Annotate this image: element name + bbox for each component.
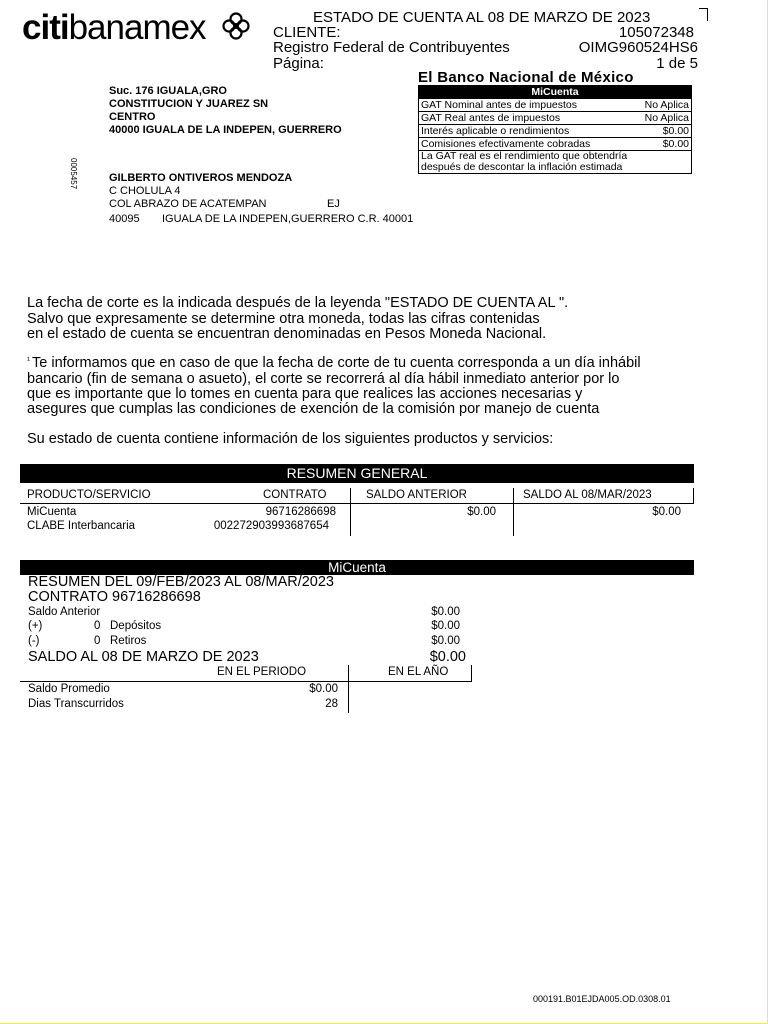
saldo-final-label: SALDO AL 08 DE MARZO DE 2023 — [28, 649, 259, 665]
cliente-value: 105072348 — [618, 24, 694, 41]
gat-product: MiCuenta — [419, 86, 691, 98]
intro-line-8: Su estado de cuenta contiene información de los siguientes productos y servicios: — [27, 431, 554, 447]
pagina-value: 1 de 5 — [656, 55, 698, 72]
retiros-sign: (-) — [28, 635, 40, 647]
depositos-sign: (+) — [28, 620, 43, 632]
depositos-label: Depósitos — [110, 620, 162, 632]
intro-line-1: La fecha de corte es la indicada después de la leyenda "ESTADO DE CUENTA AL ". — [27, 295, 569, 311]
retiros-label: Retiros — [110, 635, 147, 647]
branch-line-1: Suc. 176 IGUALA,GRO — [109, 85, 227, 97]
clabe-label: CLABE Interbancaria — [27, 520, 136, 532]
col-en-el-periodo: EN EL PERIODO — [217, 666, 307, 678]
saldo-promedio-value: $0.00 — [309, 683, 338, 695]
gat-value: No Aplica — [644, 99, 689, 111]
gat-value: $0.00 — [662, 138, 689, 150]
intro-line-6: que es importante que lo tomes en cuenta para que realices las acciones necesarias y — [27, 386, 583, 402]
citibanamex-logo — [22, 8, 206, 48]
gat-value: No Aplica — [644, 112, 689, 124]
statement-title: ESTADO DE CUENTA AL 08 DE MARZO DE 2023 — [313, 9, 651, 26]
depositos-value: $0.00 — [431, 620, 460, 632]
saldo-anterior-label: Saldo Anterior — [28, 606, 101, 618]
side-code: 0005457 — [69, 158, 78, 190]
pagina-label: Página: — [273, 55, 324, 72]
customer-city: IGUALA DE LA INDEPEN,GUERRERO C.R. 40001 — [162, 213, 414, 225]
customer-ej: EJ — [327, 198, 340, 210]
micuenta-title: MiCuenta — [20, 560, 694, 575]
col-saldo-actual: SALDO AL 08/MAR/2023 — [523, 489, 652, 501]
clabe-value: 002272903993687654 — [213, 520, 329, 532]
gat-row — [419, 111, 691, 124]
intro-line-2: Salvo que expresamente se determine otra moneda, todas las cifras contenidas — [27, 311, 540, 327]
dias-label: Dias Transcurridos — [28, 698, 124, 710]
saldo-anterior-value: $0.00 — [431, 606, 460, 618]
dias-value: 28 — [325, 698, 338, 710]
corner-mark — [699, 8, 708, 21]
customer-name: GILBERTO ONTIVEROS MENDOZA — [109, 172, 293, 184]
customer-zip: 40095 — [109, 213, 140, 225]
row-saldo-actual: $0.00 — [652, 506, 681, 518]
table-divider — [513, 488, 514, 536]
col-en-el-anio: EN EL AÑO — [388, 666, 449, 678]
intro-line-3: en el estado de cuenta se encuentran denominadas en Pesos Moneda Nacional. — [27, 326, 547, 342]
footer-code: 000191.B01EJDA005.OD.0308.01 — [533, 994, 671, 1004]
footnote-marker: ¹ — [27, 355, 30, 365]
intro-line-4: Te informamos que en caso de que la fecha de corte de tu cuenta corresponda a un día inhábil — [32, 355, 641, 371]
gat-box — [418, 85, 692, 174]
branch-line-2: CONSTITUCION Y JUAREZ SN — [109, 98, 269, 110]
contrato-line: CONTRATO 96716286698 — [28, 589, 201, 605]
gat-label: Interés aplicable o rendimientos — [421, 125, 570, 137]
branch-line-3: CENTRO — [109, 111, 156, 123]
gat-row — [419, 137, 691, 150]
cliente-label: CLIENTE: — [273, 24, 341, 41]
col-producto: PRODUCTO/SERVICIO — [27, 489, 151, 501]
resumen-general-title: RESUMEN GENERAL — [20, 464, 694, 483]
gat-label: GAT Nominal antes de impuestos — [421, 99, 578, 111]
logo-banamex: banamex — [68, 8, 206, 47]
detail-divider — [471, 665, 472, 682]
row-producto: MiCuenta — [27, 506, 77, 518]
gat-note — [419, 150, 691, 173]
retiros-value: $0.00 — [431, 635, 460, 647]
retiros-count: 0 — [94, 635, 101, 647]
rfc-label: Registro Federal de Contribuyentes — [273, 39, 510, 56]
saldo-promedio-label: Saldo Promedio — [28, 683, 110, 695]
table-divider — [350, 488, 351, 536]
banamex-emblem-icon — [220, 10, 252, 42]
detail-divider — [348, 665, 349, 713]
intro-line-7: asegures que cumplas las condiciones de exención de la comisión por manejo de cuenta — [27, 401, 600, 417]
rfc-value: OIMG960524HS6 — [578, 39, 698, 56]
gat-row — [419, 98, 691, 111]
detail-rule — [20, 681, 471, 682]
table-rule — [20, 503, 694, 504]
customer-colonia: COL ABRAZO DE ACATEMPAN — [109, 198, 267, 210]
gat-label: GAT Real antes de impuestos — [421, 112, 561, 124]
row-saldo-anterior: $0.00 — [467, 506, 496, 518]
gat-note-line-1: La GAT real es el rendimiento que obtendría — [421, 150, 628, 162]
col-saldo-anterior: SALDO ANTERIOR — [366, 489, 467, 501]
intro-line-5: bancario (fin de semana o asueto), el corte se recorrerá al día hábil inmediato anterior por lo — [27, 371, 620, 387]
depositos-count: 0 — [94, 620, 101, 632]
periodo-resumen: RESUMEN DEL 09/FEB/2023 AL 08/MAR/2023 — [28, 574, 334, 590]
logo-citi: citi — [22, 8, 69, 47]
gat-note-line-2: después de descontar la inflación estimada — [421, 161, 623, 173]
row-contrato: 96716286698 — [265, 506, 336, 518]
col-contrato: CONTRATO — [263, 489, 327, 501]
bank-title: El Banco Nacional de México — [418, 69, 634, 86]
gat-value: $0.00 — [662, 125, 689, 137]
gat-label: Comisiones efectivamente cobradas — [421, 138, 591, 150]
table-divider — [693, 488, 694, 504]
saldo-final-value: $0.00 — [429, 649, 466, 665]
customer-street: C CHOLULA 4 — [109, 185, 181, 197]
branch-line-4: 40000 IGUALA DE LA INDEPEN, GUERRERO — [109, 124, 342, 136]
gat-row — [419, 124, 691, 137]
